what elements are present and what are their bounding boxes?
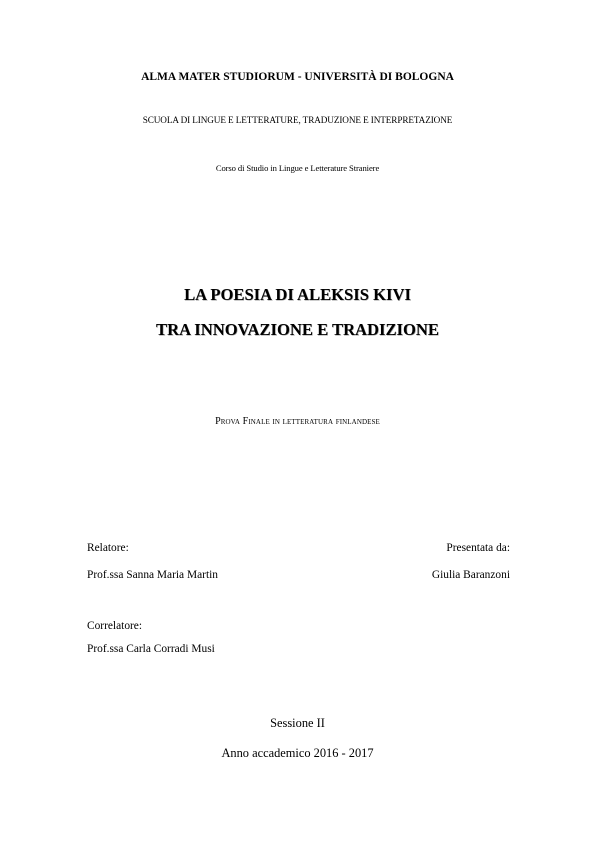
supervisor-label: Relatore: — [87, 542, 129, 554]
co-supervisor-label: Correlatore: — [87, 620, 143, 632]
school-name: SCUOLA DI LINGUE E LETTERATURE, TRADUZIONE E INTERPRETAZIONE — [142, 115, 453, 125]
presenter-label: Presentata da: — [446, 542, 510, 554]
presenter-name: Giulia Baranzoni — [431, 569, 510, 581]
thesis-type: Prova Finale in letteratura finlandese — [215, 416, 380, 427]
co-supervisor-name: Prof.ssa Carla Corradi Musi — [87, 643, 215, 655]
academic-year: Anno accademico 2016 - 2017 — [221, 746, 374, 760]
thesis-title-line-2: TRA INNOVAZIONE E TRADIZIONE — [156, 320, 439, 339]
course-name: Corso di Studio in Lingue e Letterature Straniere — [215, 163, 380, 173]
supervisor-name: Prof.ssa Sanna Maria Martin — [87, 569, 218, 581]
session: Sessione II — [270, 716, 325, 730]
thesis-title-line-1: LA POESIA DI ALEKSIS KIVI — [184, 285, 411, 304]
university-name: ALMA MATER STUDIORUM - UNIVERSITÀ DI BOLOGNA — [141, 71, 454, 83]
